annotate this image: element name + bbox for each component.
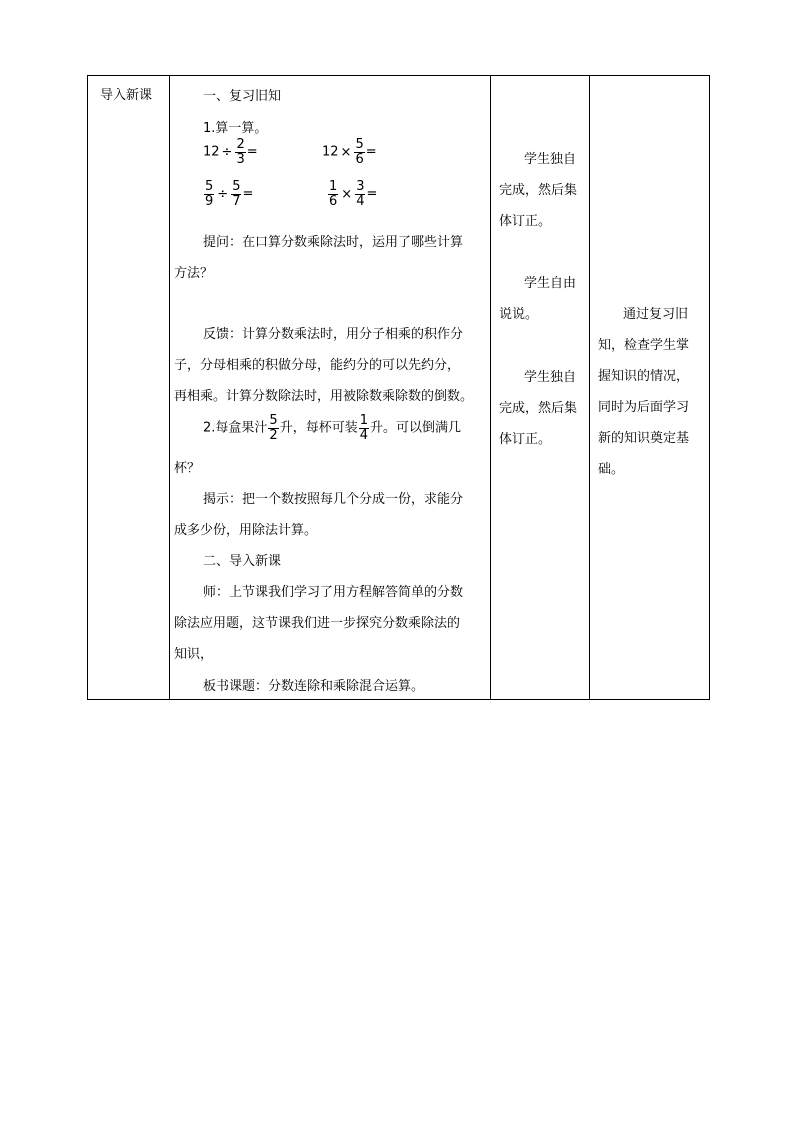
student-3-line-3: 体订正。 bbox=[499, 432, 552, 447]
content-cell bbox=[170, 76, 491, 700]
heading-review: 一、复习旧知 bbox=[203, 89, 282, 104]
q2-mid: 升，每杯可装 bbox=[279, 420, 358, 436]
fraction-1-4: $\frac{1}{4}$ bbox=[359, 413, 368, 443]
purpose-line-6: 础。 bbox=[598, 462, 625, 477]
fraction-5-9: $\frac{5}{9}$ bbox=[205, 179, 214, 209]
calc-a-int: 12 bbox=[203, 144, 220, 160]
student-3-line-1: 学生独自 bbox=[524, 370, 577, 385]
calc-b-op: × bbox=[340, 144, 352, 160]
student-1-line-2: 完成，然后集 bbox=[499, 183, 578, 198]
feedback-line-1: 反馈：计算分数乘法时，用分子相乘的积作分 bbox=[203, 327, 464, 342]
student-3-line-2: 完成，然后集 bbox=[499, 401, 578, 416]
fraction-5-2: $\frac{5}{2}$ bbox=[269, 413, 278, 443]
purpose-line-1: 通过复习旧 bbox=[623, 307, 689, 322]
feedback-line-3: 再相乘。计算分数除法时，用被除数乘除数的倒数。 bbox=[174, 389, 474, 404]
calc-row-1 bbox=[203, 138, 258, 166]
lesson-plan-table bbox=[87, 75, 710, 700]
calc-d-op: × bbox=[341, 186, 353, 202]
fraction-5-6: $\frac{5}{6}$ bbox=[355, 137, 364, 167]
calc-c-op: ÷ bbox=[217, 186, 229, 202]
calc-d-eq: = bbox=[366, 186, 378, 202]
calc-b-int: 12 bbox=[322, 144, 339, 160]
calc-a-op: ÷ bbox=[221, 144, 233, 160]
section-name: 导入新课 bbox=[100, 88, 153, 103]
student-1-line-1: 学生独自 bbox=[524, 152, 577, 167]
teacher-line-3: 知识， bbox=[174, 647, 214, 662]
fraction-3-4: $\frac{3}{4}$ bbox=[356, 179, 365, 209]
student-2-line-2: 说说。 bbox=[499, 307, 539, 322]
calc-c-eq: = bbox=[242, 186, 254, 202]
section-cell bbox=[88, 76, 170, 700]
calc-row-2 bbox=[203, 180, 253, 208]
calc-row-2b bbox=[327, 180, 377, 208]
student-2-line-1: 学生自由 bbox=[524, 276, 577, 291]
ask-line-2: 方法？ bbox=[174, 266, 214, 281]
hint-line-2: 成多少份，用除法计算。 bbox=[174, 523, 318, 538]
teacher-line-2: 除法应用题，这节课我们进一步探究分数乘除法的 bbox=[174, 616, 461, 631]
calc-a-eq: = bbox=[246, 144, 258, 160]
student-1-line-3: 体订正。 bbox=[499, 214, 552, 229]
fraction-1-6: $\frac{1}{6}$ bbox=[329, 179, 338, 209]
board-title: 板书课题：分数连除和乘除混合运算。 bbox=[203, 679, 425, 694]
calc-b-eq: = bbox=[365, 144, 377, 160]
fraction-2-3: $\frac{2}{3}$ bbox=[236, 137, 245, 167]
teacher-line-1: 师：上节课我们学习了用方程解答简单的分数 bbox=[203, 585, 464, 600]
q2-post: 升。可以倒满几 bbox=[369, 420, 461, 436]
q2-pre: 2.每盒果汁 bbox=[203, 420, 268, 436]
purpose-line-4: 同时为后面学习 bbox=[598, 400, 690, 415]
student-activity-cell bbox=[491, 76, 590, 700]
purpose-line-3: 握知识的情况， bbox=[598, 369, 690, 384]
purpose-cell bbox=[590, 76, 710, 700]
hint-line-1: 揭示：把一个数按照每几个分成一份，求能分 bbox=[203, 492, 464, 507]
calc-row-1b bbox=[322, 138, 377, 166]
question-2-line-2: 杯？ bbox=[174, 461, 201, 476]
ask-line-1: 提问：在口算分数乘除法时，运用了哪些计算 bbox=[203, 235, 464, 250]
heading-new-lesson: 二、导入新课 bbox=[203, 554, 282, 569]
question-2 bbox=[203, 414, 461, 442]
feedback-line-2: 子，分母相乘的积做分母，能约分的可以先约分， bbox=[174, 358, 461, 373]
purpose-line-2: 知，检查学生掌 bbox=[598, 338, 690, 353]
fraction-5-7: $\frac{5}{7}$ bbox=[232, 179, 241, 209]
question-1-label: 1.算一算。 bbox=[203, 121, 268, 136]
purpose-line-5: 新的知识奠定基 bbox=[598, 431, 690, 446]
